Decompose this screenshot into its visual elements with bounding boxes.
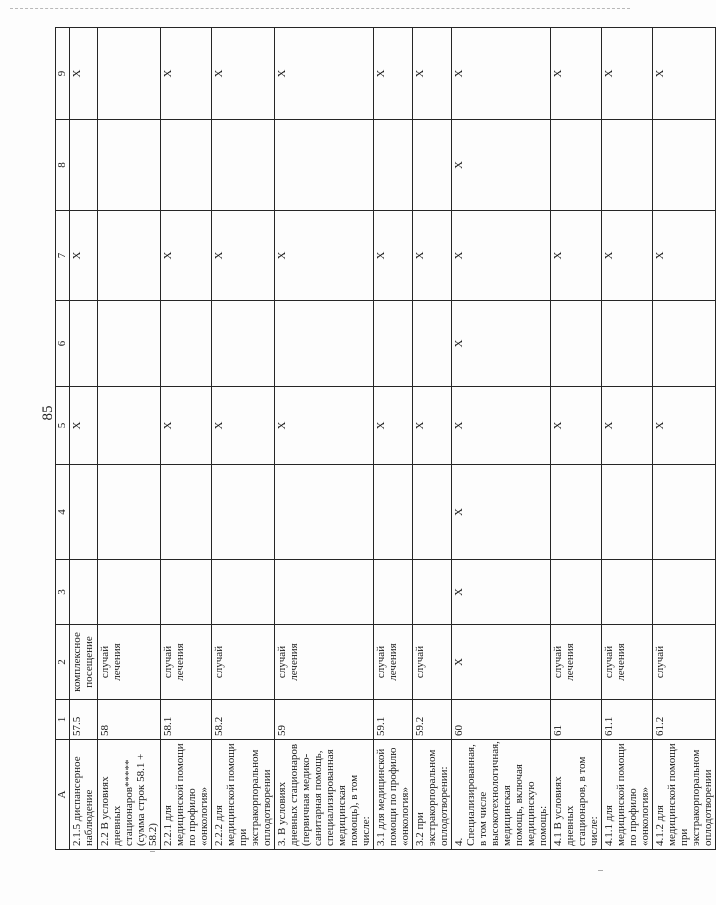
table-container [55, 28, 714, 850]
value-cell [212, 120, 275, 211]
value-cell: Х [212, 387, 275, 465]
row-unit-cell: случай лечения [374, 625, 413, 700]
value-cell: Х [70, 387, 98, 465]
value-cell [275, 120, 374, 211]
row-unit-cell: случай лечения [161, 625, 212, 700]
row-code-cell: 57.5 [70, 700, 98, 740]
data-table [55, 27, 716, 850]
value-cell [413, 560, 452, 625]
value-cell: Х [452, 560, 551, 625]
row-name-cell: 3.2 при экстракорпоральном оплодотворении: [413, 740, 452, 850]
row-name-cell: 4.1.1 для медицинской помощи по профилю «онкология» [602, 740, 653, 850]
value-cell [70, 465, 98, 560]
value-cell [98, 301, 161, 387]
value-cell [551, 465, 602, 560]
row-name-cell: 2.2.2 для медицинской помощи при экстракорпоральном оплодотворении [212, 740, 275, 850]
header-cell: 6 [56, 301, 70, 387]
row-name-cell: 4. Специализированная, в том числе высокотехнологичная, медицинская помощь, включая медицинскую помощь: [452, 740, 551, 850]
row-code-cell: 58 [98, 700, 161, 740]
value-cell: Х [275, 211, 374, 301]
value-cell: Х [212, 211, 275, 301]
value-cell: Х [452, 211, 551, 301]
table-header-row [56, 28, 70, 850]
page-number: 85 [40, 405, 56, 421]
value-cell [70, 301, 98, 387]
value-cell [161, 560, 212, 625]
value-cell [212, 560, 275, 625]
table-row [452, 28, 551, 850]
value-cell [374, 120, 413, 211]
value-cell: Х [374, 387, 413, 465]
value-cell [212, 301, 275, 387]
value-cell [413, 465, 452, 560]
value-cell [161, 465, 212, 560]
table-row [70, 28, 98, 850]
row-name-cell: 3.1 для медицинской помощи по профилю «онкология» [374, 740, 413, 850]
value-cell [602, 560, 653, 625]
value-cell [275, 301, 374, 387]
top-scan-edge [10, 8, 630, 9]
value-cell: Х [551, 211, 602, 301]
value-cell [98, 387, 161, 465]
value-cell: Х [452, 387, 551, 465]
value-cell [551, 301, 602, 387]
value-cell: Х [212, 28, 275, 120]
header-cell: 4 [56, 465, 70, 560]
header-cell: 5 [56, 387, 70, 465]
row-code-cell: 61.2 [653, 700, 716, 740]
value-cell: Х [413, 28, 452, 120]
value-cell: Х [653, 28, 716, 120]
table-row [551, 28, 602, 850]
value-cell [413, 120, 452, 211]
table-row [653, 28, 716, 850]
table-row [602, 28, 653, 850]
row-code-cell: 60 [452, 700, 551, 740]
value-cell: Х [374, 28, 413, 120]
header-cell: 1 [56, 700, 70, 740]
value-cell [653, 465, 716, 560]
row-code-cell: 59 [275, 700, 374, 740]
row-unit-cell: случай лечения [98, 625, 161, 700]
value-cell [70, 120, 98, 211]
header-cell: 3 [56, 560, 70, 625]
table-row [275, 28, 374, 850]
value-cell [653, 560, 716, 625]
value-cell: Х [413, 387, 452, 465]
value-cell: Х [161, 387, 212, 465]
value-cell [653, 120, 716, 211]
value-cell: Х [452, 301, 551, 387]
row-code-cell: 59.1 [374, 700, 413, 740]
row-name-cell: 2.2 В условиях дневных стационаров***** (сумма строк 58.1 + 58.2) [98, 740, 161, 850]
header-cell: А [56, 740, 70, 850]
value-cell: Х [452, 120, 551, 211]
header-cell: 9 [56, 28, 70, 120]
value-cell [602, 120, 653, 211]
value-cell [551, 120, 602, 211]
scan-speck [598, 870, 603, 871]
scan-speck [150, 851, 155, 852]
table-row [212, 28, 275, 850]
value-cell: Х [161, 28, 212, 120]
value-cell [98, 465, 161, 560]
value-cell: Х [602, 211, 653, 301]
value-cell: Х [161, 211, 212, 301]
table-row [374, 28, 413, 850]
row-unit-cell: случай [413, 625, 452, 700]
value-cell [374, 560, 413, 625]
value-cell [275, 465, 374, 560]
header-cell: 2 [56, 625, 70, 700]
value-cell: Х [70, 211, 98, 301]
row-name-cell: 4.1.2 для медицинской помощи при экстракорпоральном оплодотворении [653, 740, 716, 850]
row-unit-cell: случай лечения [602, 625, 653, 700]
row-code-cell: 58.1 [161, 700, 212, 740]
value-cell: Х [551, 28, 602, 120]
value-cell [551, 560, 602, 625]
row-name-cell: 3. В условиях дневных стационаров (первичная медико-санитарная помощь, специализированная медицинская помощь), в том числе: [275, 740, 374, 850]
row-code-cell: 58.2 [212, 700, 275, 740]
value-cell [161, 120, 212, 211]
header-cell: 7 [56, 211, 70, 301]
value-cell [275, 560, 374, 625]
table-row [98, 28, 161, 850]
header-cell: 8 [56, 120, 70, 211]
value-cell: Х [452, 465, 551, 560]
rotated-table-frame [55, 28, 714, 850]
value-cell: Х [275, 387, 374, 465]
row-name-cell: 2.2.1 для медицинской помощи по профилю «онкология» [161, 740, 212, 850]
value-cell [98, 120, 161, 211]
value-cell [374, 301, 413, 387]
row-code-cell: 59.2 [413, 700, 452, 740]
row-name-cell: 2.1.5 диспансерное наблюдение [70, 740, 98, 850]
row-unit-cell: комплексное посещение [70, 625, 98, 700]
row-unit-cell: случай [212, 625, 275, 700]
row-code-cell: 61.1 [602, 700, 653, 740]
value-cell [602, 465, 653, 560]
value-cell: Х [275, 28, 374, 120]
value-cell: Х [551, 387, 602, 465]
value-cell [161, 301, 212, 387]
value-cell: Х [413, 211, 452, 301]
value-cell: Х [70, 28, 98, 120]
value-cell [70, 560, 98, 625]
row-unit-cell: случай [653, 625, 716, 700]
value-cell [374, 465, 413, 560]
value-cell [98, 211, 161, 301]
value-cell: Х [452, 28, 551, 120]
row-unit-cell: Х [452, 625, 551, 700]
value-cell [413, 301, 452, 387]
value-cell [602, 301, 653, 387]
row-name-cell: 4.1 В условиях дневных стационаров, в том числе: [551, 740, 602, 850]
value-cell: Х [602, 28, 653, 120]
table-row [161, 28, 212, 850]
row-code-cell: 61 [551, 700, 602, 740]
row-unit-cell: случай лечения [275, 625, 374, 700]
value-cell [653, 301, 716, 387]
value-cell: Х [602, 387, 653, 465]
table-row [413, 28, 452, 850]
row-unit-cell: случай лечения [551, 625, 602, 700]
value-cell [212, 465, 275, 560]
value-cell: Х [374, 211, 413, 301]
value-cell: Х [653, 387, 716, 465]
value-cell: Х [653, 211, 716, 301]
value-cell [98, 28, 161, 120]
value-cell [98, 560, 161, 625]
